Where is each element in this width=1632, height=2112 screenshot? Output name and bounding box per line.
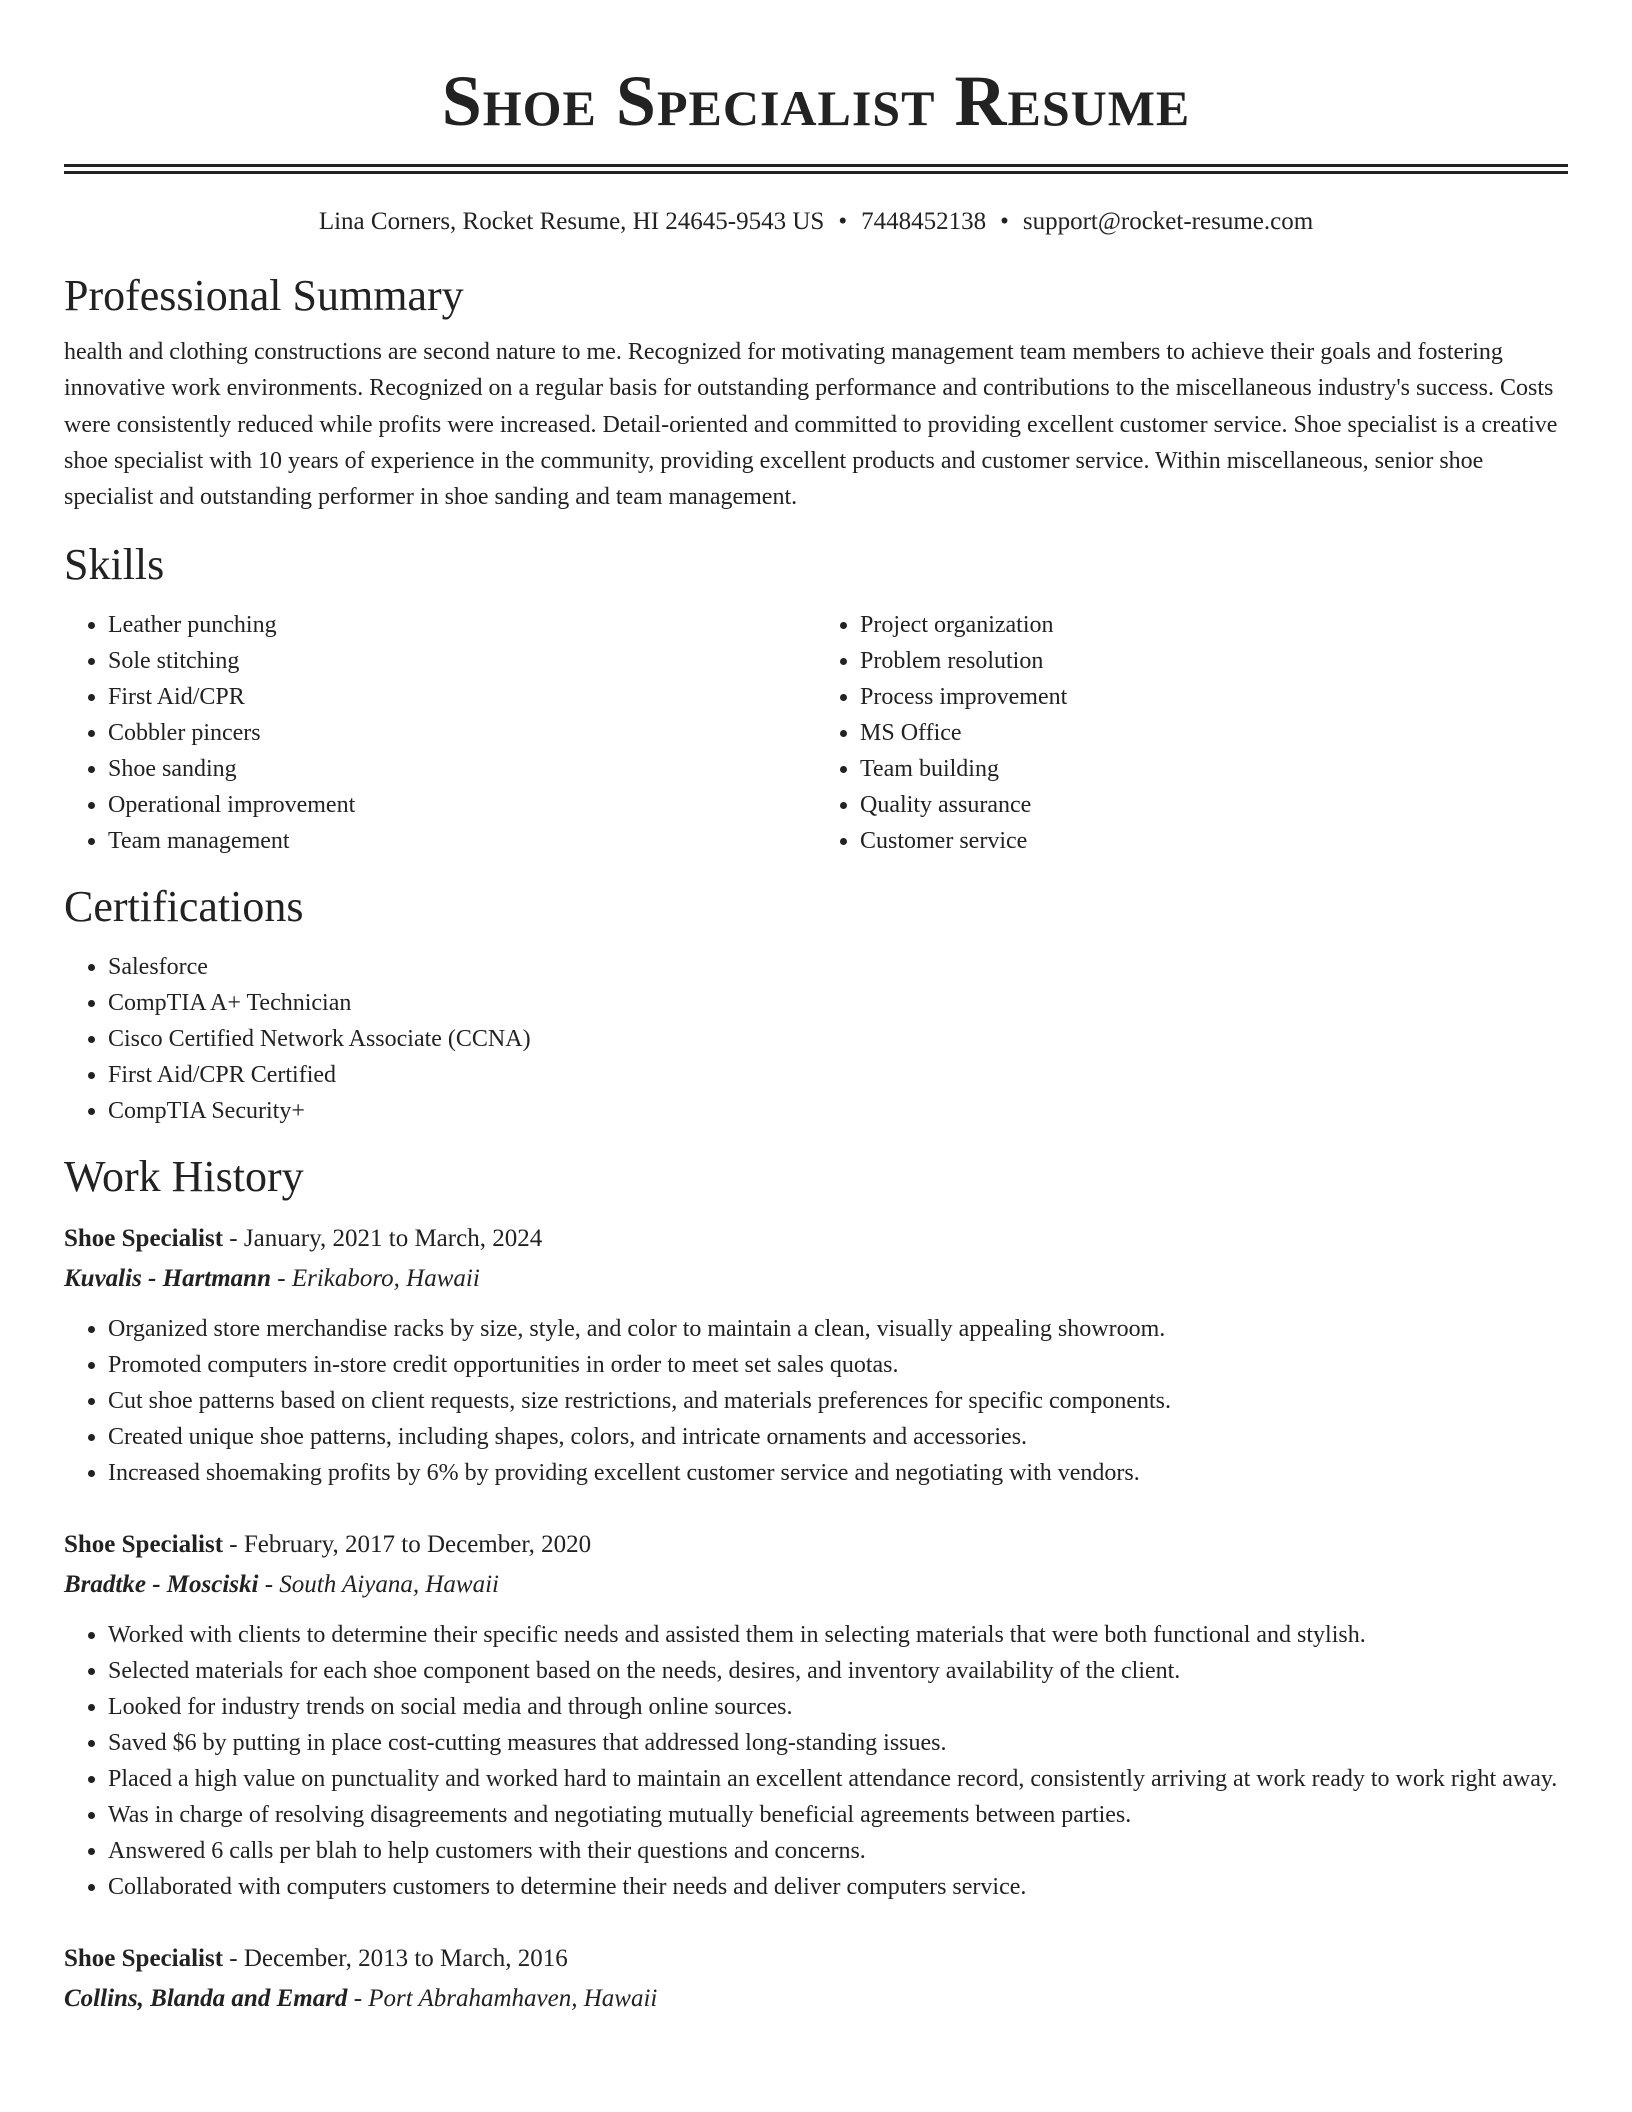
contact-line: [64, 206, 1568, 238]
contact-phone: 7448452138: [861, 208, 987, 235]
job-title-line: [64, 1219, 1568, 1259]
job-bullet: • Promoted computers in-store credit opportunities in order to meet set sales quotas.: [108, 1347, 1568, 1383]
resume-title: Shoe Specialist Resume: [441, 61, 1191, 141]
job-bullet: • Saved $6 by putting in place cost-cutting measures that addressed long-standing issues.: [108, 1725, 1568, 1761]
job-dates: - December, 2013 to March, 2016: [223, 1945, 568, 1973]
contact-email: support@rocket-resume.com: [1022, 208, 1314, 235]
job-dates: - February, 2017 to December, 2020: [223, 1531, 592, 1559]
job-bullet: • Looked for industry trends on social media and through online sources.: [108, 1689, 1568, 1725]
job-entry: [64, 1219, 1568, 1491]
skill-item: • Team building: [860, 751, 1568, 787]
skills-list-right: [816, 607, 1568, 859]
certification-item: • Salesforce: [108, 949, 1568, 985]
certification-item: • Cisco Certified Network Associate (CCNA): [108, 1021, 1568, 1057]
skill-item: • Quality assurance: [860, 787, 1568, 823]
skills-list-left: [64, 607, 816, 859]
certification-item: • First Aid/CPR Certified: [108, 1057, 1568, 1093]
certifications-heading: Certifications: [64, 882, 304, 932]
job-bullet: • Created unique shoe patterns, including shapes, colors, and intricate ornaments and accessories.: [108, 1419, 1568, 1455]
job-bullet: • Increased shoemaking profits by 6% by providing excellent customer service and negotiating with vendors.: [108, 1455, 1568, 1491]
job-dates: - January, 2021 to March, 2024: [223, 1225, 543, 1253]
job-title: Shoe Specialist: [64, 1945, 224, 1973]
skill-item: • MS Office: [860, 715, 1568, 751]
company-name: Kuvalis - Hartmann: [64, 1265, 271, 1293]
summary-heading: Professional Summary: [64, 271, 464, 320]
job-bullet: • Answered 6 calls per blah to help customers with their questions and concerns.: [108, 1833, 1568, 1869]
skill-item: • Project organization: [860, 607, 1568, 643]
skills-heading: Skills: [64, 540, 165, 590]
skill-item: • Sole stitching: [108, 643, 816, 679]
skill-item: • Team management: [108, 823, 816, 859]
company-line: [64, 1259, 1568, 1299]
company-location: - South Aiyana, Hawaii: [258, 1571, 499, 1599]
skill-item: • Problem resolution: [860, 643, 1568, 679]
job-entry: [64, 1939, 1568, 2019]
skills-columns: [64, 607, 1568, 859]
skill-item: • First Aid/CPR: [108, 679, 816, 715]
certifications-list: [64, 949, 1568, 1129]
company-name: Collins, Blanda and Emard: [64, 1985, 348, 2013]
skill-item: • Leather punching: [108, 607, 816, 643]
summary-text: health and clothing constructions are second nature to me. Recognized for motivating management team members to achieve their goals and fostering innovative work environments. Recognized on a regular basis for outstanding performance and contributions to the miscellaneous industry's success. Costs were consistently reduced while profits were increased. Detail-oriented and committed to providing excellent customer service. Shoe specialist is a creative shoe specialist with 10 years of experience in the community, providing excellent products and customer service. Within miscellaneous, senior shoe specialist and outstanding performer in shoe sanding and team management.: [64, 339, 1558, 511]
job-title: Shoe Specialist: [64, 1225, 224, 1253]
job-bullets: [64, 1311, 1568, 1491]
job-bullet: • Organized store merchandise racks by size, style, and color to maintain a clean, visually appealing showroom.: [108, 1311, 1568, 1347]
contact-separator: •: [838, 208, 848, 235]
job-bullet: • Cut shoe patterns based on client requests, size restrictions, and materials preferences for specific components.: [108, 1383, 1568, 1419]
skill-item: • Customer service: [860, 823, 1568, 859]
company-location: - Port Abrahamhaven, Hawaii: [347, 1985, 658, 2013]
job-entry: [64, 1525, 1568, 1905]
company-location: - Erikaboro, Hawaii: [271, 1265, 480, 1293]
certification-item: • CompTIA Security+: [108, 1093, 1568, 1129]
job-title-line: [64, 1525, 1568, 1565]
company-name: Bradtke - Mosciski: [64, 1571, 259, 1599]
job-bullet: • Was in charge of resolving disagreements and negotiating mutually beneficial agreements between parties.: [108, 1797, 1568, 1833]
work-history-heading: Work History: [64, 1152, 304, 1202]
job-bullets: [64, 1617, 1568, 1905]
contact-address: Lina Corners, Rocket Resume, HI 24645-9543 US: [318, 208, 825, 235]
skill-item: • Process improvement: [860, 679, 1568, 715]
title-divider: [64, 164, 1568, 174]
skill-item: • Operational improvement: [108, 787, 816, 823]
job-bullet: • Selected materials for each shoe component based on the needs, desires, and inventory availability of the client.: [108, 1653, 1568, 1689]
skill-item: • Shoe sanding: [108, 751, 816, 787]
skill-item: • Cobbler pincers: [108, 715, 816, 751]
job-bullet: • Placed a high value on punctuality and worked hard to maintain an excellent attendance record, consistently arriving at work ready to work right away.: [108, 1761, 1568, 1797]
company-line: [64, 1565, 1568, 1605]
job-bullet: • Collaborated with computers customers to determine their needs and deliver computers service.: [108, 1869, 1568, 1905]
certification-item: • CompTIA A+ Technician: [108, 985, 1568, 1021]
job-bullet: • Worked with clients to determine their specific needs and assisted them in selecting materials that were both functional and stylish.: [108, 1617, 1568, 1653]
contact-separator: •: [1000, 208, 1009, 235]
company-line: [64, 1979, 1568, 2019]
job-title-line: [64, 1939, 1568, 1979]
job-title: Shoe Specialist: [64, 1531, 224, 1559]
